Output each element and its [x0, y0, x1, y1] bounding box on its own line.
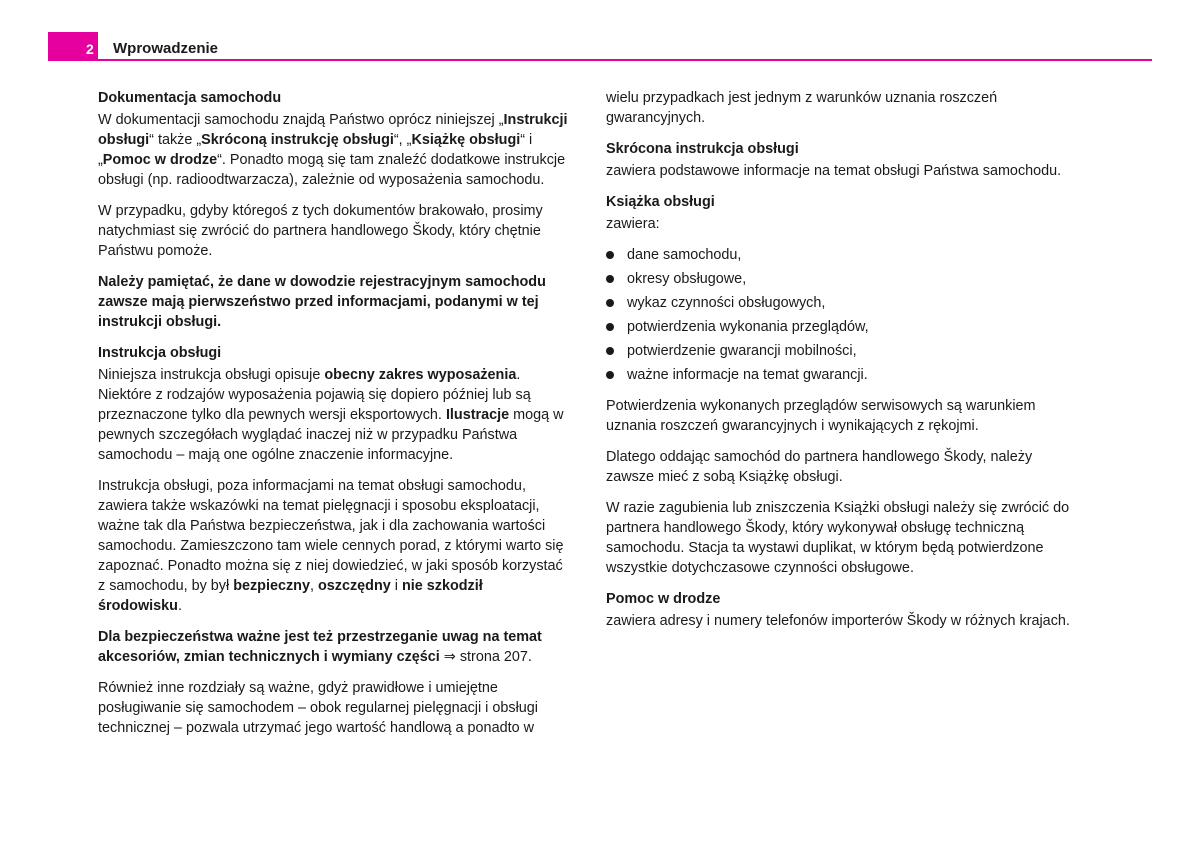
paragraph-wazne: [98, 272, 568, 332]
text: i: [390, 578, 402, 594]
paragraph-instrukcja: [98, 365, 568, 465]
text: .: [177, 598, 182, 614]
page-reference: ⇒ strona 207.: [439, 649, 532, 665]
bold-text: Pomoc w drodze: [102, 152, 218, 168]
bold-text: Ilustracje: [445, 407, 510, 423]
text: mogą w pewnych szczegółach wyglądać inaczej niż w przypadku Państwa samochodu – mają one ogólne znaczenie informacyjne.: [98, 407, 564, 463]
list-item-text: potwierdzenie gwarancji mobilności,: [627, 343, 857, 359]
paragraph-bezpieczenstwo: [98, 627, 568, 667]
page-number: 2: [86, 41, 94, 57]
heading-pomoc: Pomoc w drodze: [606, 591, 721, 607]
paragraph-pomoc: zawiera adresy i numery telefonów importerów Škody w różnych krajach.: [606, 613, 1070, 629]
bullet-icon: [606, 323, 614, 331]
bold-text: Książkę obsługi: [411, 132, 521, 148]
heading-dokumentacja: Dokumentacja samochodu: [98, 90, 282, 106]
bullet-icon: [606, 275, 614, 283]
bold-text: Skróconą instrukcję obsługi: [201, 132, 394, 148]
list-item-text: dane samochodu,: [627, 247, 742, 263]
paragraph-skrocona: zawiera podstawowe informacje na temat obsługi Państwa samochodu.: [606, 163, 1062, 179]
list-item-text: okresy obsługowe,: [627, 271, 747, 287]
list-item: [606, 365, 1081, 385]
list-item-text: potwierdzenia wykonania przeglądów,: [627, 319, 869, 335]
list-item: [606, 341, 1081, 361]
text: . Niektóre z rodzajów wyposażenia pojawią się dopiero później lub są przeznaczone tylko dla pewnych wersji eksportowych.: [98, 367, 531, 423]
text: “ i „: [98, 132, 533, 168]
list-item: [606, 293, 1081, 313]
paragraph-dlatego: Dlatego oddając samochód do partnera handlowego Škody, należy zawsze mieć z sobą Książkę obsługi.: [606, 449, 1033, 485]
text: “. Ponadto mogą się tam znaleźć dodatkowe instrukcje obsługi (np. radioodtwarzacza), zależnie od wyposażenia samochodu.: [98, 152, 566, 188]
paragraph-continuation: wielu przypadkach jest jednym z warunków uznania roszczeń gwarancyjnych.: [606, 90, 998, 126]
text: ,: [309, 578, 318, 594]
heading-instrukcja: Instrukcja obsługi: [98, 345, 222, 361]
bold-text: oszczędny: [317, 578, 391, 594]
right-column: [606, 88, 1081, 642]
paragraph-dokumentacja: [98, 110, 568, 190]
bullet-icon: [606, 347, 614, 355]
bullet-list: [606, 245, 1081, 385]
paragraph-brak: W przypadku, gdyby któregoś z tych dokumentów brakowało, prosimy natychmiast się zwrócić do partnera handlowego Škody, który chętnie Państwu pomoże.: [98, 203, 543, 259]
bold-text: Należy pamiętać, że dane w dowodzie rejestracyjnym samochodu zawsze mają pierwszeństwo przed informacjami, podanymi w tej instrukcji obsługi.: [98, 274, 546, 330]
text: Niniejsza instrukcja obsługi opisuje: [98, 367, 325, 383]
list-item: [606, 317, 1081, 337]
bullet-icon: [606, 251, 614, 259]
paragraph-ksiazka: zawiera:: [606, 216, 660, 232]
list-item: [606, 269, 1081, 289]
paragraph-zagubienie: W razie zagubienia lub zniszczenia Książki obsługi należy się zwrócić do partnera handlowego Škody, który wykonywał obsługę techniczną samochodu. Stacja ta wystawi duplikat, w którym będą potwierdzone wszystkie dotychczasowe czynności obsługowe.: [606, 500, 1070, 576]
heading-skrocona: Skrócona instrukcja obsługi: [606, 141, 799, 157]
list-item: [606, 245, 1081, 265]
left-column: [98, 88, 568, 749]
section-title: Wprowadzenie: [113, 40, 219, 57]
bold-text: bezpieczny: [233, 578, 310, 594]
list-item-text: wykaz czynności obsługowych,: [627, 295, 826, 311]
list-item-text: ważne informacje na temat gwarancji.: [627, 367, 868, 383]
bold-text: Dla bezpieczeństwa ważne jest też przestrzeganie uwag na temat akcesoriów, zmian technicznych i wymiany części: [98, 629, 542, 665]
text: “, „: [393, 132, 412, 148]
heading-ksiazka: Książka obsługi: [606, 194, 715, 210]
paragraph-pielegnacja: [98, 476, 568, 616]
bullet-icon: [606, 299, 614, 307]
text: Instrukcja obsługi, poza informacjami na temat obsługi samochodu, zawiera także wskazówki na temat pielęgnacji i sposobu eksploatacji, ważne tak dla Państwa bezpieczeństwa, jak i dla zachowania wartości samochodu. Zamieszczono tam wiele cennych porad, z którymi warto się zapoznać. Ponadto można się z niej dowiedzieć, w jaki sposób korzystać z samochodu, by był: [98, 478, 564, 594]
header-rule: [48, 59, 1152, 61]
paragraph-potwierdzenia: Potwierdzenia wykonanych przeglądów serwisowych są warunkiem uznania roszczeń gwarancyjnych i wynikających z rękojmi.: [606, 398, 1036, 434]
text: “ także „: [149, 132, 202, 148]
text: W dokumentacji samochodu znajdą Państwo oprócz niniejszej „: [98, 112, 504, 128]
bullet-icon: [606, 371, 614, 379]
paragraph-rozdzialy: Również inne rozdziały są ważne, gdyż prawidłowe i umiejętne posługiwanie się samochodem – obok regularnej pielęgnacji i obsługi technicznej – pozwala utrzymać jego wartość handlową a ponadto w: [98, 680, 538, 736]
bold-text: nie szkodził środowisku: [98, 578, 483, 614]
bold-text: Instrukcji obsługi: [98, 112, 568, 148]
bold-text: obecny zakres wyposażenia: [324, 367, 517, 383]
